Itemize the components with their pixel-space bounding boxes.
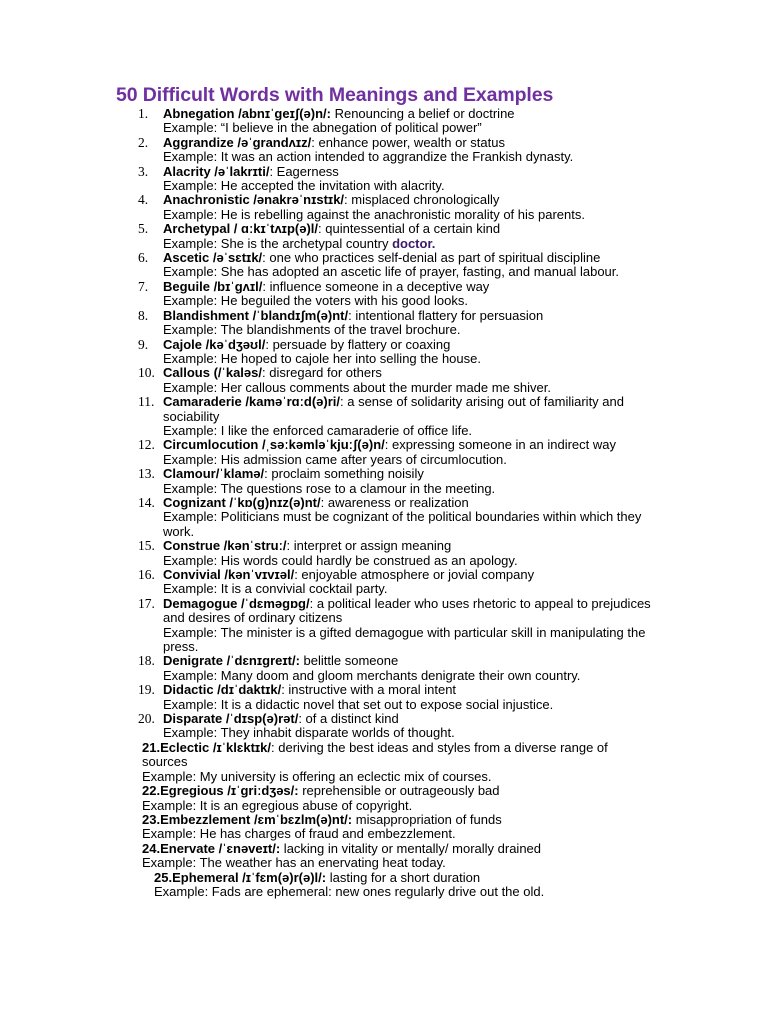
word-meaning: : a sense of solidarity arising out of familiarity and sociability	[163, 394, 624, 424]
item-body	[163, 251, 655, 280]
definition-line	[142, 741, 652, 770]
example-line	[163, 726, 655, 740]
example-text: Example: His words could hardly be construed as an apology.	[163, 552, 518, 568]
list-item	[0, 842, 768, 871]
word-term: Camaraderie /kaməˈrɑːd(ə)ri/	[163, 394, 341, 410]
example-line	[163, 669, 655, 683]
item-number: 12.	[138, 437, 155, 453]
list-item	[0, 683, 768, 712]
item-body	[142, 741, 652, 784]
example-text: Example: “I believe in the abnegation of political power”	[163, 120, 482, 136]
item-body	[163, 683, 655, 712]
list-item	[0, 107, 768, 136]
item-number: 5.	[138, 221, 149, 237]
item-body	[163, 395, 655, 438]
word-meaning: : Eagerness	[269, 163, 339, 179]
example-line	[163, 424, 655, 438]
example-line	[142, 799, 652, 813]
example-text: Example: It is an egregious abuse of copyright.	[142, 797, 413, 813]
item-body	[163, 338, 655, 367]
item-number: 24.	[142, 840, 161, 856]
example-text: Example: She is the archetypal country	[163, 235, 393, 251]
definition-line	[163, 395, 655, 424]
example-text: Example: It is a convivial cocktail party.	[163, 581, 388, 597]
item-number: 22.	[142, 783, 161, 799]
definition-line	[163, 366, 655, 380]
example-line	[142, 856, 652, 870]
list-item	[0, 309, 768, 338]
word-list	[0, 107, 768, 899]
list-item	[0, 496, 768, 539]
example-line	[163, 453, 655, 467]
item-number: 18.	[138, 653, 155, 669]
item-body	[163, 438, 655, 467]
item-number: 3.	[138, 163, 149, 179]
word-term: Archetypal / ɑːkɪˈtʌɪp(ə)l/	[163, 221, 319, 237]
list-item	[0, 568, 768, 597]
word-term: Embezzlement /ɛmˈbɛzlm(ə)nt/:	[160, 811, 353, 827]
word-term: Cognizant /ˈkɒ(ɡ)nɪz(ə)nt/	[163, 494, 321, 510]
list-item	[0, 438, 768, 467]
example-line	[163, 237, 655, 251]
word-meaning: : enhance power, wealth or status	[311, 134, 505, 150]
word-meaning: : persuade by flattery or coaxing	[265, 336, 451, 352]
item-body	[163, 539, 655, 568]
word-meaning: : intentional flattery for persuasion	[348, 307, 544, 323]
word-term: Demagogue /ˈdɛməɡɒɡ/	[163, 595, 310, 611]
item-number: 1.	[138, 106, 149, 121]
word-term: Alacrity /əˈlakrɪti/	[163, 163, 270, 179]
word-meaning: : deriving the best ideas and styles from a diverse range of sources	[142, 739, 608, 770]
word-term: Disparate /ˈdɪsp(ə)rət/	[163, 711, 299, 727]
list-item	[0, 813, 768, 842]
item-number: 7.	[138, 278, 149, 294]
example-text: Example: Fads are ephemeral: new ones regularly drive out the old.	[154, 883, 545, 899]
word-meaning: lacking in vitality or mentally/ morally drained	[280, 840, 542, 856]
item-body	[163, 107, 655, 136]
example-line	[154, 885, 664, 899]
item-number: 25.	[154, 869, 173, 885]
item-number: 15.	[138, 538, 155, 554]
list-item	[0, 395, 768, 438]
definition-line	[163, 712, 655, 726]
example-text: Example: The blandishments of the travel brochure.	[163, 322, 461, 338]
item-body	[163, 712, 655, 741]
item-number: 8.	[138, 307, 149, 323]
item-body	[163, 597, 655, 655]
example-line	[163, 554, 655, 568]
item-number: 14.	[138, 494, 155, 510]
word-meaning: : expressing someone in an indirect way	[384, 437, 616, 453]
example-highlight: doctor.	[392, 235, 436, 251]
list-item	[0, 871, 768, 900]
item-number: 17.	[138, 595, 155, 611]
word-meaning: : a political leader who uses rhetoric to appeal to prejudices and desires of ordinary citizens	[163, 595, 651, 626]
list-item	[0, 136, 768, 165]
list-item	[0, 338, 768, 367]
word-meaning: misappropriation of funds	[352, 811, 502, 827]
item-body	[163, 280, 655, 309]
word-meaning: : instructive with a moral intent	[281, 682, 457, 698]
example-text: Example: They inhabit disparate worlds of thought.	[163, 725, 455, 741]
word-meaning: belittle someone	[299, 653, 399, 669]
example-line	[163, 626, 655, 655]
word-term: Egregious /ɪˈɡriːdʒəs/:	[160, 783, 299, 799]
list-item	[0, 280, 768, 309]
word-meaning: : awareness or realization	[320, 494, 469, 510]
example-line	[163, 179, 655, 193]
item-number: 13.	[138, 466, 155, 482]
word-meaning: reprehensible or outrageously bad	[298, 783, 500, 799]
example-line	[163, 265, 655, 279]
item-number: 19.	[138, 682, 155, 698]
definition-line	[163, 438, 655, 452]
example-text: Example: The questions rose to a clamour in the meeting.	[163, 480, 496, 496]
definition-line	[163, 136, 655, 150]
word-meaning: lasting for a short duration	[326, 869, 481, 885]
list-item	[0, 741, 768, 784]
example-line	[142, 770, 652, 784]
definition-line	[163, 280, 655, 294]
word-term: Blandishment /ˈblandɪʃm(ə)nt/	[163, 307, 349, 323]
example-line	[163, 510, 655, 539]
word-meaning: : influence someone in a deceptive way	[262, 278, 490, 294]
word-meaning: Renouncing a belief or doctrine	[330, 106, 515, 121]
item-body	[163, 165, 655, 194]
list-item	[0, 467, 768, 496]
word-term: Cajole /kəˈdʒəʊl/	[163, 336, 266, 352]
example-line	[163, 150, 655, 164]
example-text: Example: He has charges of fraud and embezzlement.	[142, 826, 456, 842]
item-number: 9.	[138, 336, 149, 352]
example-line	[163, 352, 655, 366]
word-meaning: : of a distinct kind	[298, 711, 399, 727]
word-term: Circumlocution /ˌsəːkəmləˈkjuːʃ(ə)n/	[163, 437, 385, 453]
list-item	[0, 193, 768, 222]
word-term: Ephemeral /ɪˈfɛm(ə)r(ə)l/:	[172, 869, 327, 885]
example-text: Example: She has adopted an ascetic life of prayer, fasting, and manual labour.	[163, 264, 620, 280]
item-number: 6.	[138, 250, 149, 266]
item-body	[142, 784, 652, 813]
word-term: Anachronistic /ənakrəˈnɪstɪk/	[163, 192, 345, 208]
example-line	[163, 208, 655, 222]
item-body	[163, 136, 655, 165]
example-text: Example: He accepted the invitation with alacrity.	[163, 178, 445, 194]
item-body	[163, 366, 655, 395]
example-text: Example: He hoped to cajole her into selling the house.	[163, 350, 481, 366]
word-meaning: : one who practices self-denial as part of spiritual discipline	[262, 250, 601, 266]
list-item	[0, 165, 768, 194]
example-line	[163, 698, 655, 712]
item-number: 11.	[138, 394, 155, 410]
word-meaning: : enjoyable atmosphere or jovial company	[294, 567, 535, 582]
example-text: Example: Many doom and gloom merchants denigrate their own country.	[163, 667, 581, 683]
list-item	[0, 597, 768, 655]
word-term: Denigrate /ˈdɛnɪɡreɪt/:	[163, 653, 300, 669]
definition-line	[163, 568, 655, 582]
definition-line	[163, 251, 655, 265]
list-item	[0, 784, 768, 813]
item-body	[163, 193, 655, 222]
item-body	[142, 813, 652, 842]
item-number: 23.	[142, 811, 161, 827]
example-text: Example: He is rebelling against the anachronistic morality of his parents.	[163, 206, 585, 222]
example-text: Example: It is a didactic novel that set out to expose social injustice.	[163, 696, 554, 712]
example-line	[163, 381, 655, 395]
word-term: Abnegation /abnɪˈɡeɪʃ(ə)n/:	[163, 106, 331, 121]
word-meaning: : interpret or assign meaning	[286, 538, 452, 554]
definition-line	[154, 871, 664, 885]
word-term: Didactic /dɪˈdaktɪk/	[163, 682, 282, 698]
example-text: Example: The weather has an enervating heat today.	[142, 855, 446, 871]
item-number: 16.	[138, 567, 155, 582]
word-term: Enervate /ˈɛnəveɪt/:	[160, 840, 281, 856]
definition-line	[163, 496, 655, 510]
definition-line	[163, 107, 655, 121]
example-text: Example: Politicians must be cognizant of the political boundaries within which they work.	[163, 509, 642, 539]
item-number: 2.	[138, 134, 149, 150]
definition-line	[163, 683, 655, 697]
list-item	[0, 366, 768, 395]
word-term: Construe /kənˈstruː/	[163, 538, 287, 554]
item-number: 20.	[138, 711, 155, 727]
word-term: Ascetic /əˈsɛtɪk/	[163, 250, 263, 266]
item-body	[163, 568, 655, 597]
definition-line	[142, 842, 652, 856]
word-term: Convivial /kənˈvɪvɪəl/	[163, 567, 295, 582]
definition-line	[163, 467, 655, 481]
example-line	[163, 482, 655, 496]
item-body	[163, 309, 655, 338]
item-body	[163, 496, 655, 539]
example-text: Example: Her callous comments about the murder made me shiver.	[163, 379, 552, 395]
definition-line	[142, 784, 652, 798]
word-term: Eclectic /ɪˈklɛktɪk/	[160, 739, 272, 755]
example-line	[163, 121, 655, 135]
word-meaning: : proclaim something noisily	[264, 466, 424, 482]
list-item	[0, 539, 768, 568]
word-term: Clamour/ˈklamə/	[163, 466, 265, 482]
example-line	[163, 294, 655, 308]
item-body	[142, 842, 652, 871]
definition-line	[163, 309, 655, 323]
example-line	[163, 323, 655, 337]
definition-line	[163, 338, 655, 352]
definition-line	[163, 222, 655, 236]
item-number: 10.	[138, 365, 155, 381]
word-meaning: : disregard for others	[261, 365, 382, 381]
example-text: Example: I like the enforced camaraderie of office life.	[163, 422, 473, 438]
example-text: Example: He beguiled the voters with his good looks.	[163, 293, 468, 309]
page-title: 50 Difficult Words with Meanings and Examples	[116, 84, 554, 106]
word-term: Beguile /bɪˈɡʌɪl/	[163, 278, 263, 294]
definition-line	[163, 597, 655, 626]
list-item	[0, 251, 768, 280]
word-term: Aggrandize /əˈɡrandʌɪz/	[163, 134, 312, 150]
definition-line	[163, 539, 655, 553]
list-item	[0, 222, 768, 251]
item-number: 4.	[138, 192, 149, 208]
definition-line	[163, 654, 655, 668]
list-item	[0, 712, 768, 741]
word-meaning: : misplaced chronologically	[344, 192, 500, 208]
example-line	[163, 582, 655, 596]
word-term: Callous (/ˈkaləs/	[163, 365, 262, 381]
item-number: 21.	[142, 739, 161, 755]
example-text: Example: The minister is a gifted demagogue with particular skill in manipulating the press.	[163, 624, 646, 655]
word-meaning: : quintessential of a certain kind	[318, 221, 501, 237]
item-body	[163, 654, 655, 683]
example-text: Example: My university is offering an eclectic mix of courses.	[142, 768, 492, 784]
item-body	[163, 467, 655, 496]
example-text: Example: It was an action intended to aggrandize the Frankish dynasty.	[163, 149, 574, 165]
definition-line	[142, 813, 652, 827]
example-line	[142, 827, 652, 841]
item-body	[154, 871, 664, 900]
example-text: Example: His admission came after years of circumlocution.	[163, 451, 507, 467]
list-item	[0, 654, 768, 683]
definition-line	[163, 165, 655, 179]
item-body	[163, 222, 655, 251]
definition-line	[163, 193, 655, 207]
